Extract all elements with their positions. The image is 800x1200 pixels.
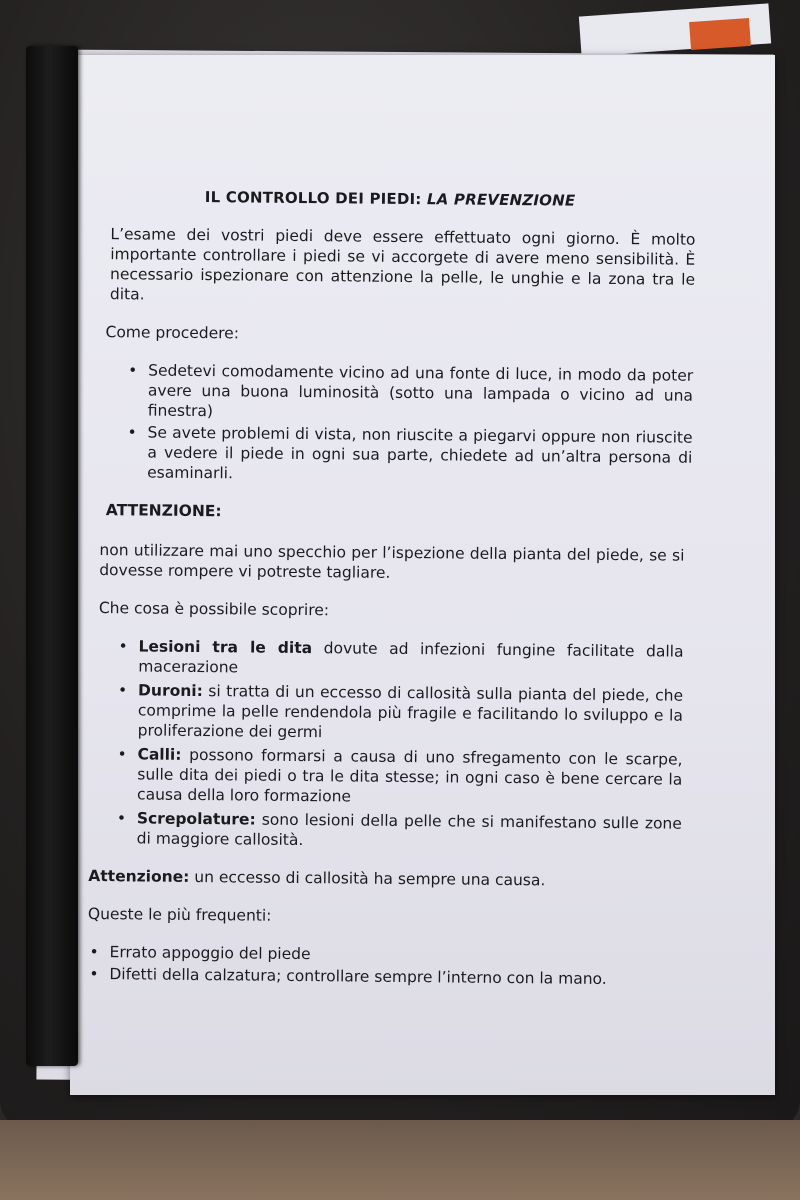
list-item bbox=[137, 808, 682, 853]
list-item: • Difetti della calzatura; controllare sempre l’interno con la mano. bbox=[109, 964, 689, 990]
causes-label: Queste le più frequenti: bbox=[87, 904, 272, 925]
item-term: Calli: bbox=[137, 745, 182, 764]
document-content bbox=[87, 180, 695, 1008]
note-text: un eccesso di callosità ha sempre una causa. bbox=[189, 867, 546, 890]
item-term: Screpolature: bbox=[136, 809, 256, 829]
intro-paragraph: L’esame dei vostri piedi deve essere effettuato ogni giorno. È molto importante controllare i piedi se vi accorgete di avere meno sensibilità. È necessario ispezionare con attenzione la pelle, le unghie e la zona tra le dita. bbox=[109, 225, 696, 304]
list-item bbox=[137, 744, 683, 809]
list-item: • Se avete problemi di vista, non riuscite a piegarvi oppure non riuscite a vedere il piede in ogni sua parte, chiedete ad un’altra persona di esaminarli. bbox=[147, 423, 693, 488]
list-item: • Errato appoggio del piede bbox=[109, 942, 689, 968]
item-term: Lesioni tra le dita bbox=[138, 637, 313, 658]
find-label: Che cosa è possibile scoprire: bbox=[98, 599, 330, 620]
attention-heading: ATTENZIONE: bbox=[105, 501, 222, 521]
item-text: dovute ad infezioni fungine facilitate dalla macerazione bbox=[138, 639, 684, 677]
background-tab bbox=[689, 18, 751, 50]
how-label: Come procedere: bbox=[105, 323, 240, 343]
note-paragraph bbox=[88, 866, 688, 892]
item-text: si tratta di un eccesso di callosità sulla pianta del piede, che comprime la pelle rendendola più fragile e facilitando lo sviluppo e la proliferazione dei germi bbox=[137, 682, 684, 742]
title-main: IL CONTROLLO DEI PIEDI: bbox=[204, 188, 428, 209]
table-surface bbox=[0, 1120, 800, 1200]
findings-list bbox=[137, 636, 684, 853]
item-text: possono formarsi a causa di uno sfregamento con le scarpe, sulle dita dei piedi o tra le dita stesse; in ogni caso è bene cercare la causa della loro formazione bbox=[137, 745, 683, 806]
document-title bbox=[205, 187, 695, 212]
item-text: sono lesioni della pelle che si manifestano sulle zone di maggiore callosità. bbox=[136, 810, 682, 850]
note-term: Attenzione: bbox=[88, 866, 190, 886]
list-item: • Sedetevi comodamente vicino ad una fonte di luce, in modo da poter avere una buona luminosità (sotto una lampada o vicino ad una finestra) bbox=[148, 361, 694, 426]
list-item bbox=[138, 680, 684, 745]
title-italic: LA PREVENZIONE bbox=[426, 190, 576, 210]
attention-text: non utilizzare mai uno specchio per l’ispezione della pianta del piede, se si dovesse rompere vi potreste tagliare. bbox=[99, 541, 685, 582]
binder-spine bbox=[26, 46, 78, 1066]
how-list bbox=[147, 361, 693, 488]
causes-list bbox=[109, 942, 689, 990]
item-term: Duroni: bbox=[138, 681, 203, 701]
list-item bbox=[138, 636, 683, 681]
